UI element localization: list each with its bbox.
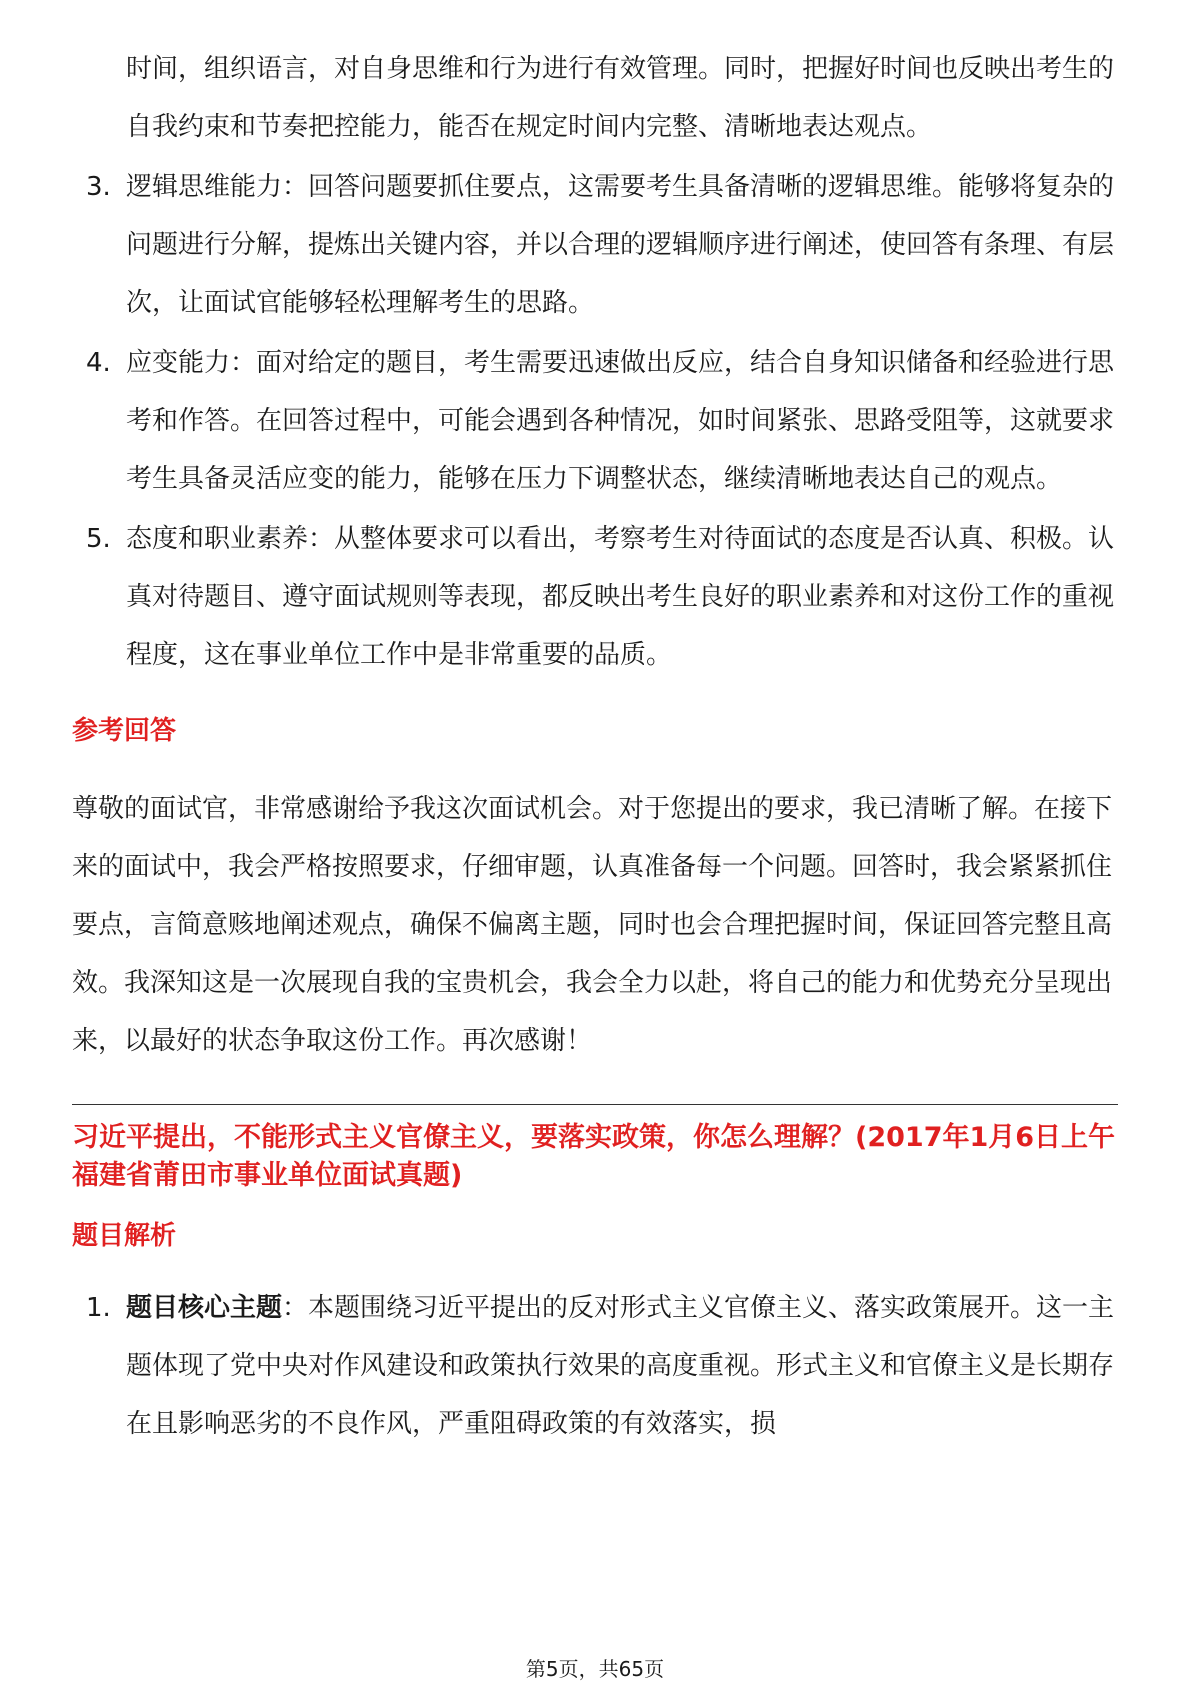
analysis-list xyxy=(72,1279,1118,1453)
list-text: 应变能力：面对给定的题目，考生需要迅速做出反应，结合自身知识储备和经验进行思考和作答。在回答过程中，可能会遇到各种情况，如时间紧张、思路受阻等，这就要求考生具备灵活应变的能力，能够在压力下调整状态，继续清晰地表达自己的观点。 xyxy=(126,348,1115,494)
reference-answer: 尊敬的面试官，非常感谢给予我这次面试机会。对于您提出的要求，我已清晰了解。在接下来的面试中，我会严格按照要求，仔细审题，认真准备每一个问题。回答时，我会紧紧抓住要点，言简意赅地阐述观点，确保不偏离主题，同时也会合理把握时间，保证回答完整且高效。我深知这是一次展现自我的宝贵机会，我会全力以赴，将自己的能力和优势充分呈现出来，以最好的状态争取这份工作。再次感谢！ xyxy=(72,794,1113,1056)
list-label: 题目核心主题 xyxy=(126,1293,283,1323)
page-content xyxy=(72,40,1118,1453)
list-text: 逻辑思维能力：回答问题要抓住要点，这需要考生具备清晰的逻辑思维。能够将复杂的问题进行分解，提炼出关键内容，并以合理的逻辑顺序进行阐述，使回答有条理、有层次，让面试官能够轻松理解考生的思路。 xyxy=(126,172,1115,318)
list-item-continuation: 时间，组织语言，对自身思维和行为进行有效管理。同时，把握好时间也反映出考生的自我约束和节奏把控能力，能否在规定时间内完整、清晰地表达观点。 xyxy=(126,54,1115,142)
list-number: 3. xyxy=(86,172,111,202)
evaluation-list xyxy=(72,158,1118,684)
list-number: 5. xyxy=(86,524,111,554)
analysis-heading: 题目解析 xyxy=(72,1221,177,1251)
page-footer: 第5页，共65页 xyxy=(525,1657,665,1681)
list-item xyxy=(72,334,1118,508)
list-text: ：本题围绕习近平提出的反对形式主义官僚主义、落实政策展开。这一主题体现了党中央对作风建设和政策执行效果的高度重视。形式主义和官僚主义是长期存在且影响恶劣的不良作风，严重阻碍政策的有效落实，损 xyxy=(126,1293,1115,1439)
list-item xyxy=(72,1279,1118,1453)
reference-heading: 参考回答 xyxy=(72,716,177,746)
section-divider xyxy=(72,1104,1118,1105)
list-item xyxy=(72,510,1118,684)
list-text: 态度和职业素养：从整体要求可以看出，考察考生对待面试的态度是否认真、积极。认真对待题目、遵守面试规则等表现，都反映出考生良好的职业素养和对这份工作的重视程度，这在事业单位工作中是非常重要的品质。 xyxy=(126,524,1115,670)
list-number: 4. xyxy=(86,348,111,378)
question-title: 习近平提出，不能形式主义官僚主义，要落实政策，你怎么理解？(2017年1月6日上午福建省莆田市事业单位面试真题) xyxy=(72,1122,1116,1191)
list-number: 1. xyxy=(86,1293,111,1323)
list-item xyxy=(72,158,1118,332)
